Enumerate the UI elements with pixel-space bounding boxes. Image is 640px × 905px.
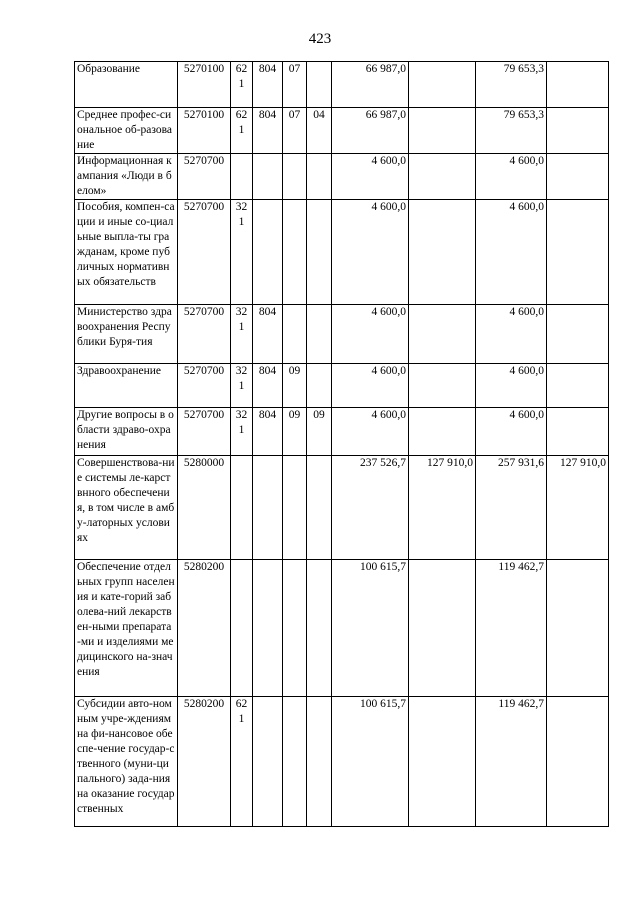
- cell-sum-1: 66 987,0: [332, 108, 409, 154]
- cell-subvention-1: [409, 364, 476, 408]
- cell-rz: 09: [283, 408, 307, 456]
- cell-name: Субсидии авто-номным учре-ждениям на фи-нансовое обеспе-чение государ-ственного (муни-ципального) зада-ния на оказание государственных: [75, 697, 178, 827]
- cell-name: Здравоохранение: [75, 364, 178, 408]
- cell-grbs: 804: [253, 62, 283, 108]
- table-row: [75, 305, 609, 364]
- table-row: [75, 200, 609, 305]
- cell-subvention-2: [547, 364, 609, 408]
- cell-pr: [307, 305, 332, 364]
- cell-subvention-1: [409, 305, 476, 364]
- cell-subvention-2: [547, 154, 609, 200]
- cell-subvention-2: [547, 108, 609, 154]
- cell-grbs: [253, 200, 283, 305]
- cell-sum-2: 4 600,0: [476, 305, 547, 364]
- cell-pr: [307, 560, 332, 697]
- page-number: 423: [308, 31, 332, 47]
- cell-sum-2: 4 600,0: [476, 408, 547, 456]
- cell-sum-1: 4 600,0: [332, 364, 409, 408]
- cell-grbs: [253, 456, 283, 560]
- cell-grbs: [253, 697, 283, 827]
- cell-vr: 621: [231, 62, 253, 108]
- cell-vr: 321: [231, 305, 253, 364]
- cell-sum-2: 4 600,0: [476, 200, 547, 305]
- cell-sum-2: 4 600,0: [476, 364, 547, 408]
- cell-csr: 5270100: [178, 62, 231, 108]
- cell-csr: 5280200: [178, 560, 231, 697]
- table-row: [75, 560, 609, 697]
- cell-rz: [283, 200, 307, 305]
- cell-subvention-2: [547, 408, 609, 456]
- cell-subvention-1: 127 910,0: [409, 456, 476, 560]
- cell-pr: [307, 697, 332, 827]
- cell-sum-1: 100 615,7: [332, 697, 409, 827]
- cell-csr: 5280200: [178, 697, 231, 827]
- cell-grbs: 804: [253, 364, 283, 408]
- cell-sum-1: 4 600,0: [332, 408, 409, 456]
- cell-csr: 5270700: [178, 200, 231, 305]
- cell-pr: [307, 364, 332, 408]
- cell-vr: [231, 456, 253, 560]
- cell-sum-2: 119 462,7: [476, 560, 547, 697]
- cell-subvention-2: [547, 305, 609, 364]
- cell-csr: 5270700: [178, 364, 231, 408]
- cell-grbs: [253, 154, 283, 200]
- cell-csr: 5270700: [178, 305, 231, 364]
- cell-vr: [231, 560, 253, 697]
- cell-subvention-2: [547, 560, 609, 697]
- cell-pr: [307, 200, 332, 305]
- cell-subvention-1: [409, 108, 476, 154]
- table-row: [75, 154, 609, 200]
- cell-grbs: 804: [253, 408, 283, 456]
- cell-vr: [231, 154, 253, 200]
- table-row: [75, 364, 609, 408]
- cell-pr: [307, 154, 332, 200]
- table-row: [75, 456, 609, 560]
- cell-subvention-1: [409, 697, 476, 827]
- cell-name: Совершенствова-ние системы ле-карствнного обеспечения, в том числе в амбу-латорных условиях: [75, 456, 178, 560]
- cell-csr: 5270700: [178, 408, 231, 456]
- cell-csr: 5270700: [178, 154, 231, 200]
- cell-vr: 321: [231, 364, 253, 408]
- table-row: [75, 408, 609, 456]
- cell-vr: 621: [231, 697, 253, 827]
- cell-subvention-1: [409, 154, 476, 200]
- table-row: [75, 697, 609, 827]
- cell-sum-1: 4 600,0: [332, 305, 409, 364]
- cell-subvention-1: [409, 200, 476, 305]
- cell-vr: 321: [231, 200, 253, 305]
- cell-sum-1: 4 600,0: [332, 200, 409, 305]
- cell-name: Информационная кампания «Люди в белом»: [75, 154, 178, 200]
- cell-name: Министерство здравоохранения Республики Буря-тия: [75, 305, 178, 364]
- cell-subvention-2: [547, 697, 609, 827]
- cell-pr: [307, 62, 332, 108]
- table-row: [75, 62, 609, 108]
- cell-subvention-1: [409, 408, 476, 456]
- cell-grbs: 804: [253, 108, 283, 154]
- cell-sum-1: 66 987,0: [332, 62, 409, 108]
- cell-rz: 09: [283, 364, 307, 408]
- cell-name: Среднее профес-сиональное об-разование: [75, 108, 178, 154]
- cell-vr: 621: [231, 108, 253, 154]
- cell-rz: [283, 560, 307, 697]
- cell-sum-2: 4 600,0: [476, 154, 547, 200]
- cell-csr: 5280000: [178, 456, 231, 560]
- cell-rz: [283, 305, 307, 364]
- cell-sum-1: 4 600,0: [332, 154, 409, 200]
- cell-rz: 07: [283, 62, 307, 108]
- cell-subvention-1: [409, 62, 476, 108]
- cell-grbs: 804: [253, 305, 283, 364]
- cell-pr: 09: [307, 408, 332, 456]
- cell-rz: 07: [283, 108, 307, 154]
- cell-name: Другие вопросы в области здраво-охранения: [75, 408, 178, 456]
- cell-vr: 321: [231, 408, 253, 456]
- cell-subvention-2: [547, 200, 609, 305]
- cell-subvention-2: [547, 62, 609, 108]
- cell-subvention-1: [409, 560, 476, 697]
- cell-rz: [283, 697, 307, 827]
- cell-grbs: [253, 560, 283, 697]
- cell-sum-2: 79 653,3: [476, 62, 547, 108]
- cell-pr: 04: [307, 108, 332, 154]
- cell-sum-1: 237 526,7: [332, 456, 409, 560]
- cell-sum-2: 79 653,3: [476, 108, 547, 154]
- cell-sum-1: 100 615,7: [332, 560, 409, 697]
- cell-name: Пособия, компен-сации и иные со-циальные выпла-ты гражданам, кроме публичных нормативных обязательств: [75, 200, 178, 305]
- cell-rz: [283, 154, 307, 200]
- cell-name: Обеспечение отдельных групп населения и кате-горий заболева-ний лекарствен-ными препарата-ми и изделиями медицинского на-значения: [75, 560, 178, 697]
- cell-rz: [283, 456, 307, 560]
- cell-pr: [307, 456, 332, 560]
- budget-table-body: [75, 62, 609, 827]
- cell-name: Образование: [75, 62, 178, 108]
- cell-sum-2: 119 462,7: [476, 697, 547, 827]
- cell-csr: 5270100: [178, 108, 231, 154]
- cell-sum-2: 257 931,6: [476, 456, 547, 560]
- table-row: [75, 108, 609, 154]
- cell-subvention-2: 127 910,0: [547, 456, 609, 560]
- budget-table: [74, 61, 609, 827]
